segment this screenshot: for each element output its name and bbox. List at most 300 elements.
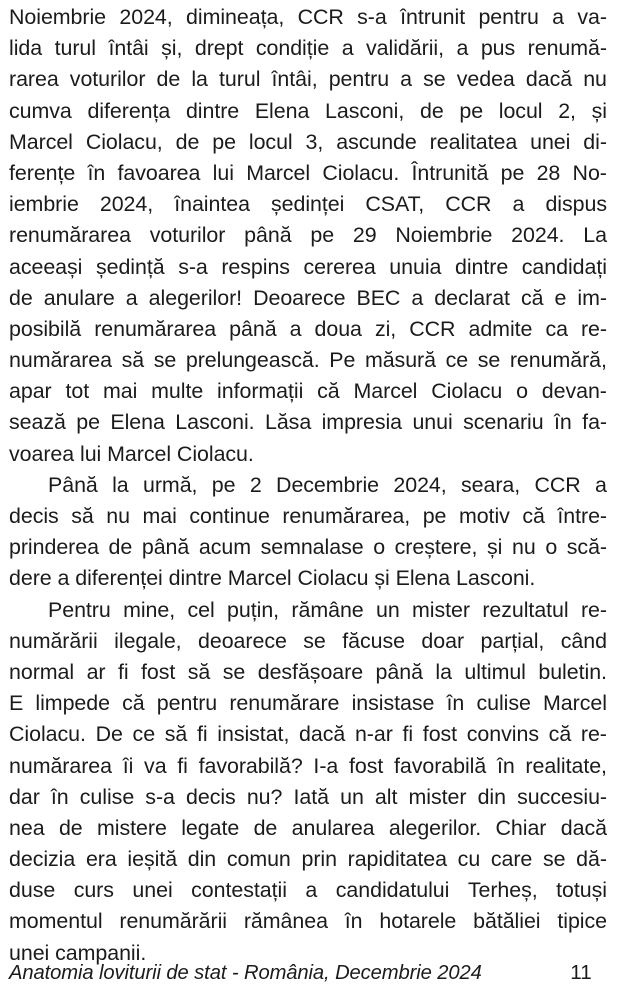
text-word: în [446, 691, 465, 716]
text-word: puțin, [227, 597, 280, 622]
text-word: decis [9, 504, 59, 528]
text-word: decis [186, 784, 236, 809]
text-line [9, 626, 607, 657]
text-word: vedea [456, 67, 515, 92]
text-word: candidatului [335, 878, 450, 903]
text-word: de [156, 67, 181, 92]
text-word: realitate, [525, 753, 607, 778]
text-word: rapiditatea [347, 847, 447, 872]
text-word: voarea lui Marcel Ciolacu. [9, 441, 254, 466]
text-word: a [456, 36, 469, 61]
text-word: prelungească. [185, 348, 320, 373]
text-word: Decembrie [276, 472, 380, 497]
text-word: I-a [313, 753, 339, 778]
text-word: să [71, 504, 94, 528]
text-line [9, 844, 607, 875]
text-word: Noiembrie [9, 5, 107, 29]
text-line [9, 376, 607, 407]
text-word: rămânea [243, 909, 328, 934]
text-line [9, 96, 607, 127]
text-word: a [512, 192, 525, 217]
text-word: ilegale, [114, 628, 182, 653]
text-word: numărarea [9, 753, 112, 778]
text-word: locul [248, 129, 293, 154]
text-word: o [545, 535, 558, 560]
text-word: semnalase [260, 535, 364, 560]
text-word: se [477, 348, 501, 373]
text-word: doar [421, 628, 465, 653]
text-word: a [125, 285, 138, 310]
text-word: renumărarea [9, 223, 131, 248]
text-word: favorabilă? [198, 753, 303, 778]
text-word: 2024, [99, 192, 154, 217]
text-word: că [122, 691, 145, 716]
text-word: ce [445, 348, 469, 373]
text-word: a [400, 67, 413, 92]
text-word: aceeași [9, 254, 83, 279]
text-word: ar [86, 659, 106, 684]
text-line [9, 127, 607, 158]
text-word: Noiembrie [395, 223, 493, 248]
text-word: Întrunită [411, 160, 489, 185]
text-word: fost [422, 722, 458, 747]
text-word: în [496, 753, 515, 778]
text-word: culise [476, 691, 531, 716]
text-word: ședinței [271, 192, 345, 217]
text-word: a [289, 316, 302, 341]
text-word: de [253, 815, 278, 840]
text-word: momentul [9, 909, 103, 934]
text-word: admite [468, 316, 533, 341]
text-line [9, 875, 607, 906]
text-word: curs [73, 878, 114, 903]
text-word: în [87, 160, 106, 185]
text-word: și, [161, 36, 183, 61]
text-word: dacă [299, 722, 346, 747]
text-word: care [490, 847, 533, 872]
text-line [9, 439, 607, 470]
text-word: buletin. [538, 659, 607, 684]
text-line [9, 252, 607, 283]
text-word: 2024, [393, 472, 447, 497]
text-word: scenariu [463, 410, 544, 435]
text-word: motiv [458, 504, 510, 528]
text-word: renumărare [229, 691, 340, 716]
text-word: culise [79, 784, 135, 809]
text-word: un [375, 597, 400, 622]
text-word: până [141, 535, 190, 560]
text-word: BEC [356, 285, 401, 310]
page-number: 11 [570, 961, 592, 984]
text-word: alt [374, 784, 398, 809]
text-word: la [112, 472, 129, 497]
text-line [9, 33, 607, 64]
text-word: La [583, 223, 607, 248]
text-word: 2, [558, 98, 576, 123]
text-word: numărarea [9, 348, 112, 373]
text-word: fa- [582, 410, 607, 435]
text-word: turul [54, 36, 96, 61]
text-word: că [317, 379, 340, 404]
text-word: că [548, 722, 572, 747]
text-word: Iată [293, 784, 329, 809]
text-word: pentru [328, 67, 390, 92]
text-word: renumărării [119, 909, 228, 934]
text-line [9, 283, 607, 314]
text-word: în [344, 909, 363, 934]
text-word: drept [194, 36, 244, 61]
text-word: CCR [445, 192, 492, 217]
text-word: Ciolacu. [322, 160, 400, 185]
text-word: anulare [43, 285, 115, 310]
text-word: fi [402, 722, 414, 747]
text-word: lui [212, 160, 234, 185]
text-word: dacă [525, 67, 573, 92]
text-word: Până [48, 472, 98, 497]
text-word: ascunde [336, 129, 417, 154]
text-word: la [435, 659, 452, 684]
text-word: dintre [454, 254, 509, 279]
text-word: dacă [560, 815, 607, 840]
text-line [9, 220, 607, 251]
text-word: CSAT, [365, 192, 425, 217]
text-word: fost [141, 659, 176, 684]
text-word: de [9, 285, 33, 310]
text-word: Ciolacu, [85, 129, 163, 154]
text-word: și [591, 98, 607, 123]
text-word: când [560, 628, 607, 653]
text-word: Lasconi. [175, 410, 255, 435]
text-word: 28 [536, 160, 561, 185]
text-word: pe [76, 410, 100, 435]
text-word: renumă- [527, 36, 607, 61]
text-word: o [516, 379, 528, 404]
text-word: să [121, 348, 145, 373]
text-word: a [305, 878, 318, 903]
text-word: totuși [556, 878, 607, 903]
text-word: va- [577, 5, 607, 29]
text-word: cel [187, 597, 215, 622]
text-word: nu? [246, 784, 283, 809]
text-word: ferențe [9, 160, 76, 185]
text-word: scă- [566, 535, 607, 560]
text-word: voturilor [69, 67, 146, 92]
text-word: Marcel [246, 160, 311, 185]
text-word: Deoarece [253, 285, 346, 310]
text-word: tipice [557, 909, 607, 934]
text-word: CCR [534, 472, 581, 497]
text-word: pus [480, 36, 516, 61]
text-word: Elena [254, 98, 310, 123]
text-word: ședință [95, 254, 165, 279]
text-word: că [520, 285, 544, 310]
text-word: Lăsa [264, 410, 312, 435]
text-line [9, 501, 607, 532]
text-line [9, 782, 607, 813]
text-word: se [542, 847, 566, 872]
text-word: n-ar [354, 722, 393, 747]
text-word: prin [301, 847, 337, 872]
text-word: 29 [352, 223, 377, 248]
text-word: acum [198, 535, 251, 560]
text-word: o [373, 535, 386, 560]
text-word: ultimul [464, 659, 526, 684]
text-word: înaintea [174, 192, 250, 217]
text-word: să [187, 659, 211, 684]
text-word: Terheș, [467, 878, 538, 903]
text-word: Elena [110, 410, 165, 435]
text-word: Marcel [9, 129, 73, 154]
text-word: mai [142, 504, 177, 528]
text-word: a [552, 5, 565, 29]
text-word: unuia [389, 254, 442, 279]
text-word: multe [151, 379, 204, 404]
text-word: mistere [97, 815, 167, 840]
text-word: pe [310, 223, 335, 248]
text-word: De [95, 722, 123, 747]
text-word: decizia [9, 847, 76, 872]
text-word: normal [9, 659, 75, 684]
text-word: fi [177, 753, 188, 778]
text-word: unui [412, 410, 453, 435]
text-word: la [191, 67, 208, 92]
text-word: lida [9, 36, 43, 61]
text-word: rarea [9, 67, 59, 92]
text-word: se [153, 348, 177, 373]
text-word: s-a [357, 5, 387, 29]
text-word: va [144, 753, 167, 778]
text-word: întrunit [400, 5, 466, 29]
text-word: între- [557, 504, 607, 528]
text-word: nu [512, 535, 536, 560]
text-word: impresia [321, 410, 403, 435]
text-word: Marcel [353, 379, 418, 404]
text-word: dimineața, [186, 5, 285, 29]
text-word: apar [9, 379, 52, 404]
text-word: fi [196, 722, 208, 747]
text-line [9, 158, 607, 189]
text-word: e [554, 285, 567, 310]
text-word: de [108, 535, 133, 560]
text-word: și [487, 535, 503, 560]
text-line [9, 813, 607, 844]
text-word: 2 [249, 472, 262, 497]
text-word: a [411, 285, 424, 310]
text-word: voturilor [149, 223, 226, 248]
text-word: 2024. [511, 223, 565, 248]
text-word: CCR [409, 316, 456, 341]
text-line [9, 906, 607, 937]
text-word: deoarece [198, 628, 287, 653]
text-word: ieșită [127, 847, 178, 872]
text-word: Ciolacu [431, 379, 503, 404]
text-word: favorabilă [393, 753, 487, 778]
text-word: fi [117, 659, 129, 684]
text-word: a [595, 472, 607, 497]
text-word: 3, [305, 129, 324, 154]
text-line [9, 407, 607, 438]
text-word: ce [132, 722, 156, 747]
text-word: alegerilor. [388, 815, 482, 840]
text-word: unei [530, 129, 571, 154]
text-word: mister [412, 597, 470, 622]
text-word: posibilă [9, 316, 82, 341]
text-word: renumără, [509, 348, 607, 373]
text-word: alegerilor! [148, 285, 243, 310]
text-word: dă- [576, 847, 607, 872]
text-word: se [222, 659, 246, 684]
text-word: Marcel [543, 691, 607, 716]
text-word: renumărarea, [282, 504, 411, 528]
text-word: doua [314, 316, 362, 341]
text-word: în [554, 410, 572, 435]
text-word: a [341, 36, 354, 61]
text-line [9, 751, 607, 782]
text-word: Pe [329, 348, 356, 373]
text-line [9, 657, 607, 688]
text-word: parțial, [480, 628, 545, 653]
text-line [9, 345, 607, 376]
text-word: mister [408, 784, 467, 809]
text-word: legate [181, 815, 240, 840]
text-word: locul [498, 98, 543, 123]
text-line [9, 64, 607, 95]
text-word: s-a [178, 254, 208, 279]
text-word: dere a diferenței dintre Marcel Ciolacu și Elena Lasconi. [9, 566, 536, 591]
text-word: cu [457, 847, 481, 872]
text-line [9, 688, 607, 719]
text-word: convins [466, 722, 539, 747]
text-word: dar [9, 784, 40, 809]
text-word: duse [9, 878, 56, 903]
text-word: renumărarea [94, 316, 217, 341]
text-word: nu [106, 504, 130, 528]
text-line [9, 595, 607, 626]
text-word: urmă, [143, 472, 198, 497]
text-word: anularea [291, 815, 375, 840]
text-word: se [303, 628, 326, 653]
text-word: de [58, 815, 83, 840]
text-word: insistat, [217, 722, 290, 747]
text-word: re- [580, 597, 607, 622]
text-word: sează [9, 410, 66, 435]
text-word: realitatea [429, 129, 518, 154]
text-word: dispus [545, 192, 607, 217]
text-word: candidați [521, 254, 607, 279]
text-word: mine, [123, 597, 176, 622]
text-word: Pentru [48, 597, 111, 622]
text-word: până [229, 316, 277, 341]
text-word: Lasconi, [325, 98, 405, 123]
text-word: seara, [461, 472, 521, 497]
text-word: comun [226, 847, 291, 872]
text-word: din [187, 847, 217, 872]
text-word: hotarele [379, 909, 457, 934]
text-word: creștere, [394, 535, 478, 560]
text-word: că [522, 504, 545, 528]
text-word: pe [212, 129, 236, 154]
text-word: pentru [156, 691, 218, 716]
text-word: mai [102, 379, 138, 404]
text-word: din [477, 784, 506, 809]
text-word: pe [211, 472, 236, 497]
text-word: fost [348, 753, 384, 778]
text-word: de [175, 129, 200, 154]
text-line [9, 719, 607, 750]
text-word: No- [572, 160, 607, 185]
text-word: limpede [35, 691, 110, 716]
text-word: re- [580, 722, 607, 747]
text-word: re- [580, 316, 607, 341]
text-line [9, 470, 607, 501]
text-word: di- [583, 129, 607, 154]
text-word: CCR [297, 5, 344, 29]
text-line [9, 532, 607, 563]
text-word: continue [189, 504, 270, 528]
text-word: zi, [374, 316, 397, 341]
text-word: prinderea [9, 535, 99, 560]
text-word: E [9, 691, 24, 716]
text-word: declarat [434, 285, 510, 310]
text-word: ca [545, 316, 568, 341]
text-word: rămâne [291, 597, 364, 622]
text-word: cererea [303, 254, 376, 279]
text-word: bătăliei [473, 909, 541, 934]
text-word: s-a [145, 784, 175, 809]
text-word: respins [221, 254, 290, 279]
text-word: făcuse [342, 628, 405, 653]
text-word: până [375, 659, 423, 684]
text-word: tot [65, 379, 90, 404]
text-line [9, 2, 607, 33]
text-word: pe [422, 504, 447, 528]
text-word: turul [219, 67, 261, 92]
text-line [9, 314, 607, 345]
text-word: insistase [351, 691, 435, 716]
text-word: numărării [9, 628, 98, 653]
text-word: rezultatul [482, 597, 569, 622]
text-word: pe [500, 160, 525, 185]
text-word: cumva [9, 98, 72, 123]
text-word: 2024, [119, 5, 173, 29]
text-word: unei campanii. [9, 940, 147, 965]
text-word: întâi [108, 36, 149, 61]
text-word: validării, [366, 36, 444, 61]
page-body-text [9, 2, 609, 969]
text-word: să [164, 722, 188, 747]
text-word: pentru [478, 5, 539, 29]
text-word: diferența [87, 98, 171, 123]
text-word: măsură [364, 348, 436, 373]
text-line [9, 563, 607, 594]
text-word: devan- [541, 379, 607, 404]
text-word: de [419, 98, 444, 123]
text-word: nea [9, 815, 45, 840]
text-word: desfășoare [257, 659, 364, 684]
text-word: îi [122, 753, 134, 778]
text-word: pe [459, 98, 484, 123]
text-word: condiție [255, 36, 330, 61]
text-word: până [244, 223, 292, 248]
footer-running-title: Anatomia loviturii de stat - România, Decembrie 2024 [9, 962, 482, 984]
text-word: dintre [185, 98, 240, 123]
text-word: Ciolacu. [9, 722, 86, 747]
text-word: în [50, 784, 69, 809]
text-line [9, 189, 607, 220]
text-word: era [85, 847, 117, 872]
text-word: succesiu- [517, 784, 607, 809]
page-footer [9, 957, 609, 989]
